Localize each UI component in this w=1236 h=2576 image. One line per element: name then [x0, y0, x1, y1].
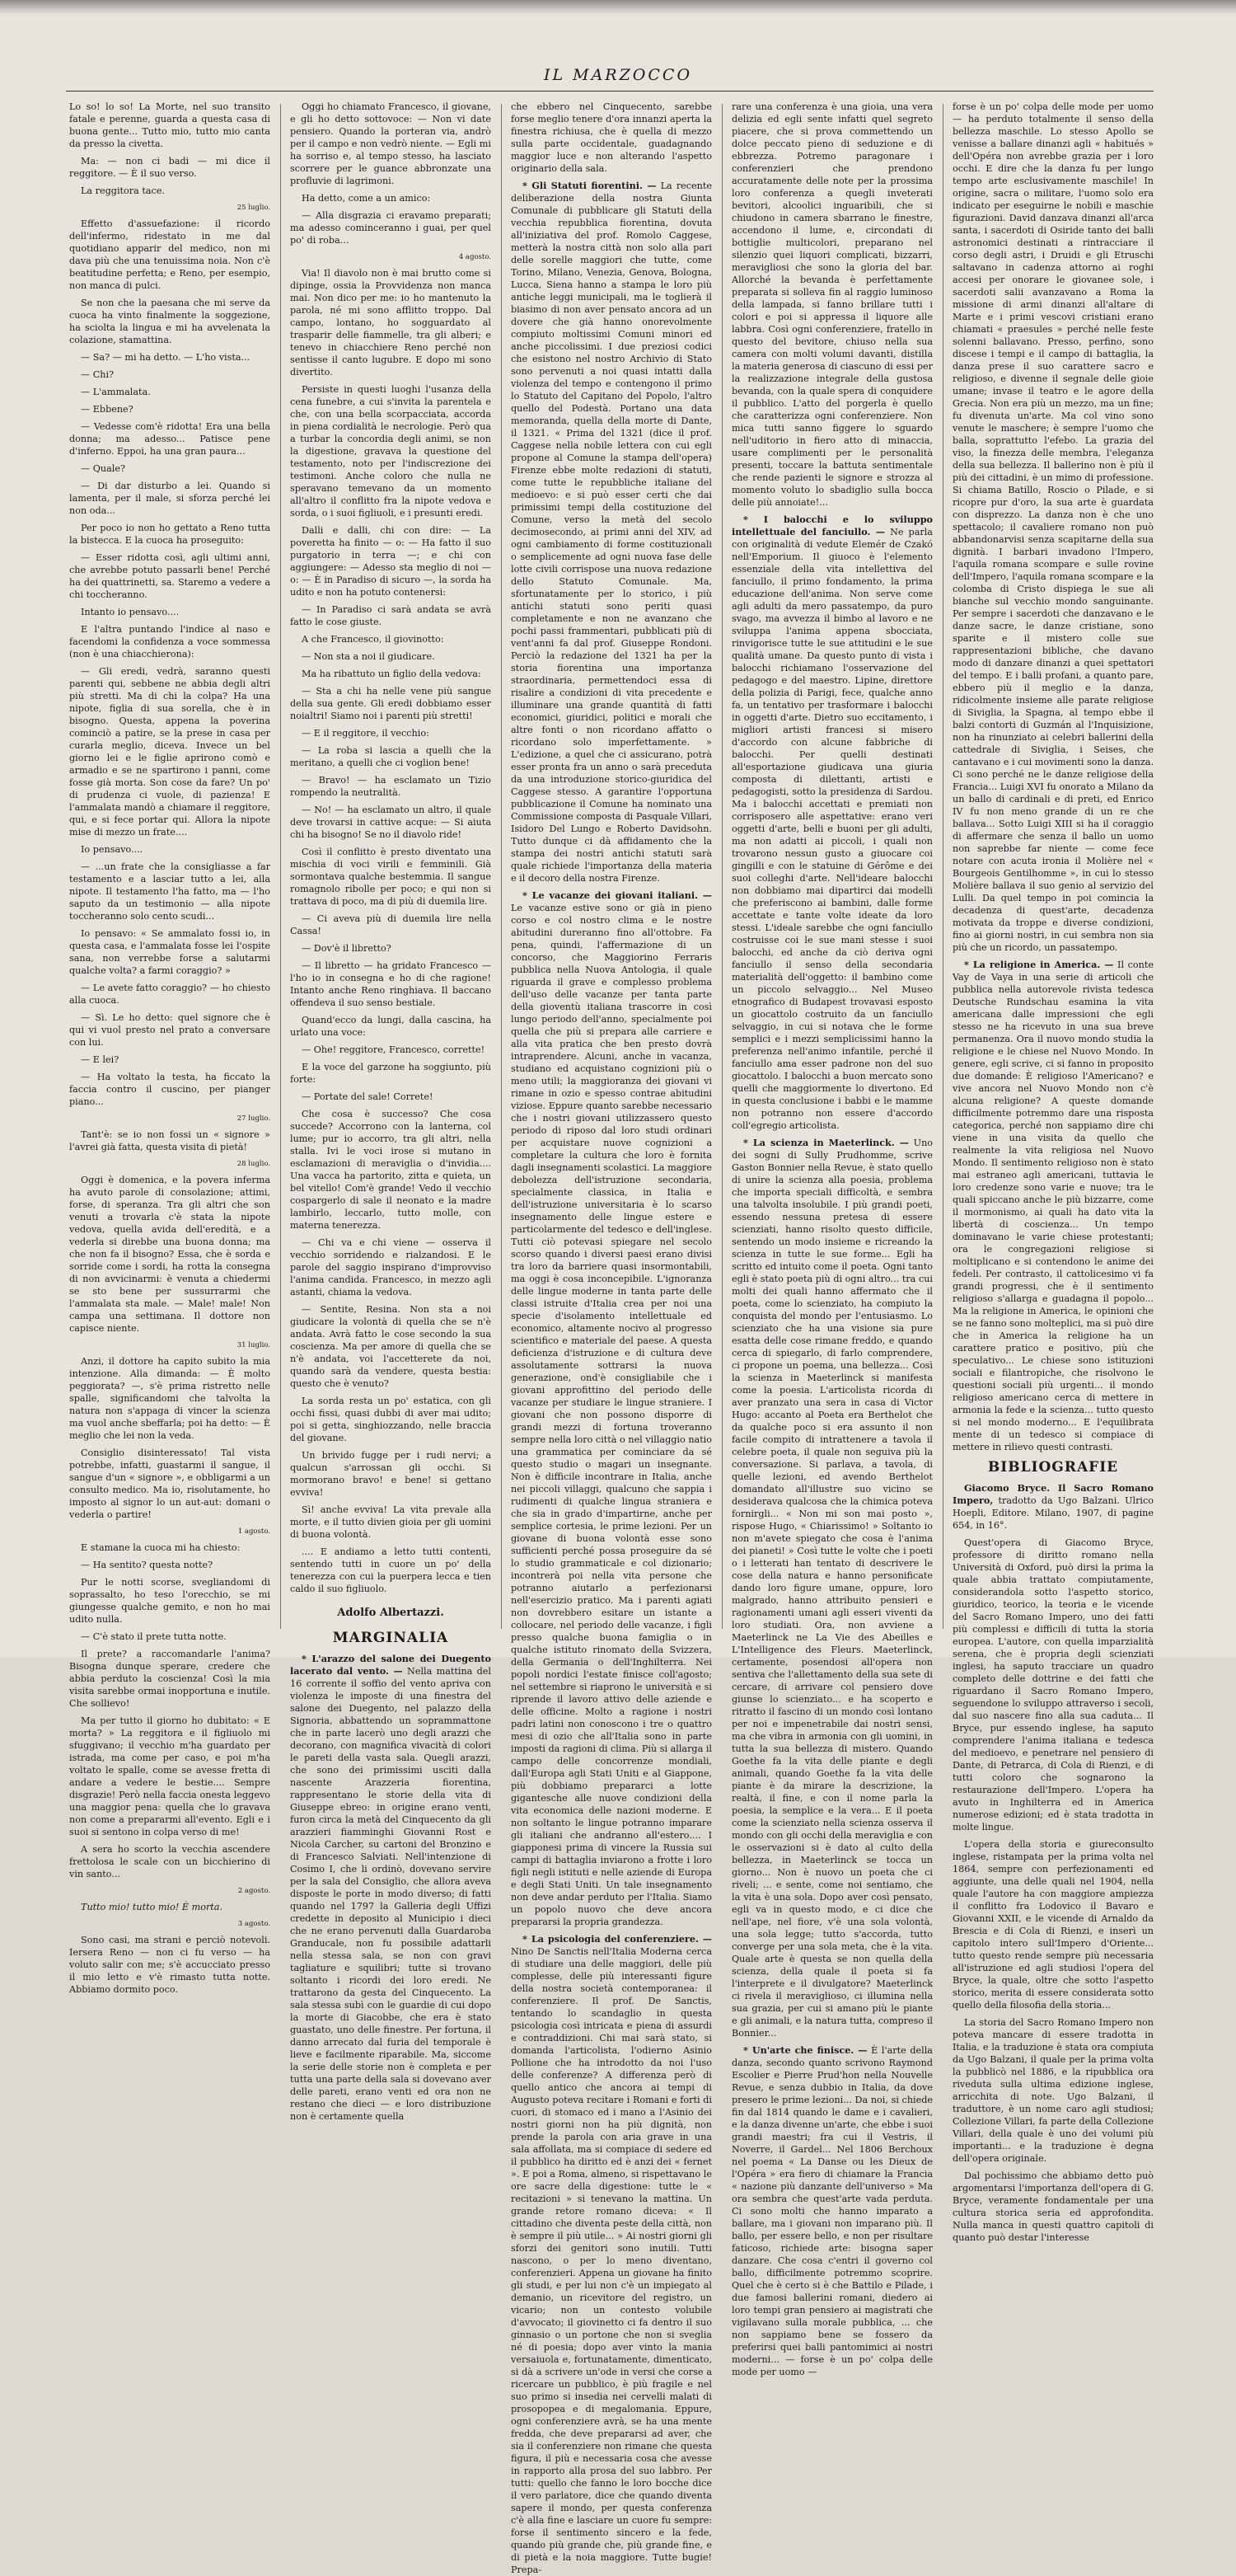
- article-heading: * La religione in America. —: [964, 959, 1114, 970]
- paragraph: Tant'è: se io non fossi un « signore » l'avrei già fatta, questa visita di pietà!: [69, 1129, 270, 1152]
- paragraph: — Di dar disturbo a lei. Quando si lamenta, per il male, si sforza perché lei non oda...: [69, 481, 270, 516]
- paragraph: che ebbero nel Cinquecento, sarebbe forse meglio tenere d'ora innanzi aperta la finestra richiusa, che è quella di mezzo sulla parte occidentale, guadagnando maggior luce e non alterando l'aspetto originario della sala.: [511, 101, 712, 174]
- paragraph: — Chi va e chi viene — osserva il vecchio sorridendo e rialzandosi. E le parole del saggio inspirano d'improvviso l'anima candida. Francesco, in mezzo agli astanti, chiama la vedova.: [290, 1237, 491, 1297]
- paragraph: — C'è stato il prete tutta notte.: [81, 1631, 227, 1642]
- review-paragraph: [953, 1482, 1154, 1532]
- paragraph: — Ebbene?: [81, 404, 133, 415]
- column-divider: [501, 104, 502, 1629]
- diary-date: 31 luglio.: [236, 1341, 270, 1349]
- article-heading: * Gli Statuti fiorentini. —: [522, 180, 657, 191]
- article-body: È l'arte della danza, secondo quanto scrivono Raymond Escolier e Pierre Prud'hon nella Nouvelle Revue, e senza dubbio in Italia, da dove presero le prime lezioni... Da noi, si chiede fin dal 1814 quando le dame e i cavalieri, e la danza divenne un'arte, che ebbe i suoi grandi maestri; fra cui il Vestris, il Noverre, il Gardel... Nel 1806 Berchoux nel poema « La Danse ou les Dieux de l'Opéra » era fiero di chiamare la Francia « nazione più danzante dell'universo » Ma ora sembra che quest'arte vada perduta. Ci sono molti che hanno imparato a ballare, ma i giovani non imparano più. Il ballo, per essere bello, e non per risultare faticoso, richiede arte: bisogna saper danzare. Che cosa c'entri il governo col ballo, difficilmente potremmo scoprire. Quel che è certo si è che Battilo e Pilade, i due famosi ballerini romani, diedero ai loro tempi gran pensiero ai magistrati che vigilavano sulla morale pubblica, ... che non sappiamo bene se fossero da preferirsi quei balli pantomimici ai nostri moderni... — forse è un po' colpa delle mode per uomo —: [732, 2045, 933, 2377]
- paragraph: .... E andiamo a letto tutti contenti, sentendo tutti in cuore un po' della tenerezza con cui la puerpera lecca e tien caldo il suo figliuolo.: [290, 1546, 491, 1594]
- column-1: [69, 101, 270, 1995]
- paragraph: — Esser ridotta così, agli ultimi anni, che avrebbe potuto passarli bene! Perché ha dei quattrinetti, sa. Staremo a vedere a chi toccheranno.: [69, 552, 270, 600]
- paragraph: E l'altra puntando l'indice al naso e facendomi la confidenza a voce sommessa (non è una chiacchierona):: [69, 624, 270, 659]
- section-title-bibliografie: BIBLIOGRAFIE: [987, 1459, 1119, 1476]
- paragraph: Quest'opera di Giacomo Bryce, professore di diritto romano nella Università di Oxford, può dirsi la prima la quale abbia trattato compiutamente, considerandola sotto l'aspetto storico, giuridico, teorico, la teoria e le vicende del Sacro Romano Impero, uno dei fatti più complessi e difficili di tutta la storia europea. L'autore, con quella imparzialità serena, che è propria degli scienziati inglesi, ha saputo tracciare un quadro completo delle dottrine e dei fatti che riguardano il Sacro Romano Impero, seguendone lo sviluppo attraverso i secoli, dal suo nascere fino alla sua caduta... Il Bryce, pur essendo inglese, ha saputo comprendere l'anima italiana e tedesca del medioevo, e penetrare nel pensiero di Dante, di Petrarca, di Cola di Rienzi, e di tutti coloro che sognarono la restaurazione dell'Impero. L'opera ha avuto in Inghilterra ed in America numerose edizioni; ed è stata tradotta in molte lingue.: [953, 1537, 1154, 1832]
- article-body: Uno dei sogni di Sully Prudhomme, scrive Gaston Bonnier nella Revue, è stato quello di unire la scienza alla poesia, problema che importa speciali difficoltà, e sembra una talvolta insolubile. I più grandi poeti, essendo nessuna pretesa di essere scienziati, hanno risolto questo difficile, sentendo un modo insieme e ricreando la scienza in tutte le sue forme... Egli ha scritto ed intuito come il poeta. Ogni tanto egli è stato poeta più di ogni altro... tra cui molti dei quali hanno affermato che il poeta, come lo scienziato, ha compiuto la conquista del mondo per l'entusiasmo. Lo scienziato che ha una visione sia pure esatta delle cose rimane freddo, e quando cerca di spiegarlo, di farlo comprendere, ci propone un poema, una bellezza... Così la scienza in Maeterlinck si manifesta come la poesia. L'articolista ricorda di aver pranzato una sera in casa di Victor Hugo: accanto al Poeta era Berthelot che da qualche poco si era assunto il non facile compito di intrattenere a tavola il celebre poeta, il quale non seguiva più la conversazione. Si parlava, a tavola, di quelle lezioni, ed avendo Berthelot domandato all'illustre suo vicino se desiderava qualcosa che la chimica poteva fornirgli... « Non mi son mai posto », rispose Hugo, « Chiarissimo! » Soltanto io non m'avete spiegato che cosa è l'anima dei pianeti! » Così tutte le volte che i poeti o i letterati han tentato di descrivere le cose della natura e hanno personificate dando loro figure umane, oppure, loro malgrado, hanno attribuito pensieri e ragionamenti umani agli esseri viventi da loro studiati. Ora, non avviene a Maeterlinck ne La Vie des Abeilles e L'Intelligence des Fleurs. Maeterlinck, certamente, posendosi all'opera non sentiva che l'allettamento della sua sete di cercare, di arrivare col pensiero dove giunse lo scienziato... e ha scoperto e ritratto il fascino di un mondo così lontano per noi e impenetrabile dai nostri sensi, ma che vibra in armonia con gli uomini, in tutta la sua bellezza di mistero. Quando Goethe fa la vita delle piante e degli animali, quando Goethe fa la vita delle piante è da mirare la descrizione, la realtà, il fine, e con il nome parla la poesia, la semplice e la vera... E il poeta come la scienziato nella scienza osserva il mondo con gli occhi della meraviglia e con le osservazioni si è dato al culto della bellezza, in Maeterlinck se tocca un giorno... Non è nuovo un poeta che ci riveli; ... e sente, come noi sentiamo, che la vita è una sola. Dopo aver così pensato, egli va in questo modo, e ci dice che nell'ape, nel fiore, v'è una sola volontà, una sola legge; tutto s'accorda, tutto converge per una sola meta, che è la vita. Quale arte è questa se non quella della scienza, della quale il poeta si fa l'interprete e il divulgatore? Maeterlinck ci rivela il meraviglioso, ci illumina nella sua grazia, per cui si amano più le piante e gli animali, e la natura tutta, compreso il Bonnier...: [732, 1138, 934, 2039]
- column-2: [290, 101, 491, 2122]
- paragraph: Ma ha ribattuto un figlio della vedova:: [302, 669, 481, 679]
- article-body: La recente deliberazione della nostra Giunta Comunale di pubblicare gli Statuti della vecchia repubblica fiorentina, dovuta all'iniziativa del prof. Romolo Caggese, metterà la nostra città non solo alla pari delle sorelle maggiori che tutte, come Torino, Milano, Venezia, Genova, Bologna, Lucca, Siena hanno a stampa le loro più antiche leggi municipali, ma le toglierà il biasimo di non aver pensato ancora ad un dovere che già hanno onorevolmente compiuto moltissimi Comuni minori ed anche piccolissimi. I due preziosi codici che esistono nel nostro Archivio di Stato sono pervenuti a noi quasi intatti dalla violenza del tempo e contengono il primo lo Statuto del Capitano del Popolo, l'altro quello del Podestà. Portano una data memoranda, quella della morte di Dante, il 1321. « Prima del 1321 (dice il prof. Caggese nella nobile lettera con cui egli propone al Comune la stampa dell'opera) Firenze ebbe molte redazioni di statuti, come tutte le repubbliche italiane del medioevo: e si può esser certi che dai primissimi tempi della costituzione del Comune, verso la metà del secolo decimosecondo, ai primi anni del XIV, ad ogni cambiamento di forme costituzionali o semplicemente ad ogni nuova fase delle lotte civili corrispose una nuova redazione dello Statuto Comunale. Ma, sfortunatamente per lo storico, i più antichi statuti sono periti quasi completamente e non ne avanzano che pochi passi frammentari, pubblicati più di vent'anni fa dal prof. Giuseppe Rondoni. Perciò la redazione del 1321 ha per la storia fiorentina una importanza straordinaria, permettendoci essa di risalire a condizioni di vita precedente e illuminare una grande quantità di fatti economici, giuridici, politici e morali che altre fonti o non ricordano affatto o ricordano solo imperfettamente. » L'edizione, a quel che ci assicurano, potrà esser pronta fra un anno o sarà preceduta da una introduzione storico-giuridica del Caggese stesso. A garantire l'opportuna pubblicazione il Comune ha nominato una Commissione composta di Pasquale Villari, Isidoro Del Lungo e Roberto Davidsohn. Tutto dunque ci dà affidamento che la stampa dei nostri antichi statuti sarà quale richiede l'importanza della materia e il decoro della nostra Firenze.: [511, 181, 713, 884]
- paragraph: Sono casi, ma strani e perciò notevoli. Iersera Reno — non ci fu verso — ha voluto salir con me; s'è accucciato presso il mio letto e v'è rimasto tutta notte. Abbiamo dormito poco.: [69, 1935, 270, 1995]
- paragraph: — La roba si lascia a quelli che la meritano, a quelli che ci voglion bene!: [290, 745, 491, 768]
- diary-date: 28 luglio.: [236, 1160, 270, 1168]
- paragraph: — Gli eredi, vedrà, saranno questi parenti qui, sebbene ne abbia degli altri più stretti. Ma di chi la colpa? Ha una nipote, figlia di sua sorella, che è in bisogno. Questa, appena la poverina cominciò a patire, se la prese in casa per curarla meglio, diceva. Invece un bel giorno lei e le figlie aprirono comò e armadio e se ne spartirono i panni, come fosse già morta. Son cose da fare? Un po' di prudenza ci vuole, di pazienza! E l'ammalata mandò a chiamare il reggitore, qui, e si fece portar qui. Allora la nipote mise di mezzo un frate....: [69, 666, 270, 838]
- article-heading: * Le vacanze dei giovani italiani. —: [522, 889, 712, 901]
- article-heading: * L'arazzo del salone dei Duegento lacerato dal vento. —: [290, 1653, 491, 1677]
- paragraph: La reggitora tace.: [81, 185, 165, 196]
- diary-date: 3 agosto.: [237, 1920, 270, 1928]
- paragraph: Effetto d'assuefazione: il ricordo dell'infermo, ridestato in me dal quotidiano apparir del medico, non mi dava più che una tenuissima noia. Non c'è beatitudine perfetta; e Reno, per esempio, non manca di pulci.: [69, 218, 270, 291]
- paragraph: — Portate del sale! Correte!: [302, 1091, 433, 1102]
- paragraph: Un brivido fugge per i rudi nervi; a qualcun s'arrossan gli occhi. Si mormorano bravo! e bene! si gettano evviva!: [290, 1450, 491, 1498]
- paragraph: La sorda resta un po' estatica, con gli occhi fissi, quasi dubbi di aver mai udito; poi si getta, singhiozzando, nelle braccia del giovane.: [290, 1396, 491, 1443]
- author-signature: Adolfo Albertazzi.: [337, 1607, 444, 1619]
- article-paragraph: [953, 959, 1154, 1453]
- article-paragraph: [511, 889, 712, 1928]
- paragraph: Dal pochissimo che abbiamo detto può argomentarsi l'importanza dell'opera di G. Bryce, veramente fondamentale per una cultura storica seria ed approfondita. Nulla manca in questi quattro capitoli di quanto può destar l'interesse: [953, 2170, 1154, 2243]
- paragraph: — Ha sentito? questa notte?: [81, 1560, 213, 1570]
- paragraph: Consiglio disinteressato! Tal vista potrebbe, infatti, guastarmi il sangue, il sangue d'un « signore », e obbligarmi a un consulto medico. Ma io, risolutamente, ho imposto al signor lo un aut-aut: domani o vederla o partire!: [69, 1448, 270, 1520]
- article-paragraph: [732, 1137, 933, 2039]
- article-heading: * La scienza in Maeterlinck. —: [743, 1137, 909, 1148]
- paragraph: — E lei?: [81, 1054, 119, 1065]
- paragraph: — Chi?: [81, 369, 115, 380]
- paragraph: — Dov'è il libretto?: [302, 943, 391, 954]
- paragraph: Che cosa è successo? Che cosa succede? Accorrono con la lanterna, col lume; pur io accorro, tra gli altri, nella stalla. Ivi le voci irose si mutano in esclamazioni di meraviglia o d'invidia.... Una vacca ha partorito, zitta e quieta, un bel vitello! Com'è grande! Vedo il vecchio cospargerlo di sale il neonato e la madre lambirlo, leccarlo, tutto molle, con materna tenerezza.: [290, 1109, 491, 1231]
- paragraph: Oggi è domenica, e la povera inferma ha avuto parole di consolazione; attimi, forse, di speranza. Tra gli altri che son venuti a trovarla c'è stata la nipote vedova, quella avida dell'eredità, e a vederla si direbbe una buona donna; ma che non fa il bisogno? Essa, che è sorda e sorride come i sordi, ha rotta la consegna di non avvicinarmi: è venuta a chiedermi se sto bene per sussurrarmi che l'ammalata sta male. — Male! male! Non campa una settimana. Il dottore non capisce niente.: [69, 1175, 270, 1334]
- paragraph: Così il conflitto è presto diventato una mischia di voci virili e femminili. Già sormontava qualche bestemmia. Il sangue romagnolo ribolle per poco; e qui non si trattava di poco, ma di più di duemila lire.: [290, 847, 491, 907]
- article-heading: * Un'arte che finisce. —: [743, 2044, 868, 2056]
- paragraph: Ma per tutto il giorno ho dubitato: « E morta? » La reggitora e il figliuolo mi sfuggivano; il vecchio m'ha guardato per istrada, ma come per caso, e poi m'ha voltato le spalle, come se avesse fretta di andare a vedere le bestie.... Sempre disgrazie! Però nella faccia onesta leggevo una maggior pena: quella che lo gravava non come a prepararmi all'evento. Egli e i suoi si sentono in colpa verso di me!: [69, 1715, 270, 1837]
- article-paragraph: [511, 1933, 712, 2576]
- paragraph: Oggi ho chiamato Francesco, il giovane, e gli ho detto sottovoce: — Non vi date pensiero. Quando la porteran via, andrò per il campo e non vedrò niente. — Egli mi ha sorriso e, al tempo stesso, ha lasciato scorrere per le guance abbronzate una profluvie di lagrimoni.: [290, 101, 491, 186]
- paragraph: Io pensavo....: [81, 844, 143, 855]
- column-3: [511, 101, 713, 2575]
- paragraph: Lo so! lo so! La Morte, nel suo transito fatale e perenne, guarda a questa casa di buona gente... Tutto mio, tutto mio canta da presso la civetta.: [69, 101, 270, 149]
- paragraph: La storia del Sacro Romano Impero non poteva mancare di essere tradotta in Italia, e la traduzione è stata ora compiuta da Ugo Balzani, il quale per la prima volta la pubblicò nel 1886, e la ripubblica ora riveduta sulla ultima edizione inglese, arricchita di note. Ugo Balzani, il traduttore, è un nome caro agli studiosi; Collezione Villari, fa parte della Collezione Villari, della quale è uno dei volumi più importanti... e la traduzione è degna dell'opera originale.: [953, 2017, 1154, 2164]
- paragraph: A sera ho scorto la vecchia ascendere frettolosa le scale con un bicchierino di vin santo...: [69, 1844, 270, 1879]
- article-paragraph: [511, 180, 712, 884]
- paragraph: — L'ammalata.: [81, 387, 151, 397]
- paragraph: — Il libretto — ha gridato Francesco — l'ho io in consegna e ho di che ragione! Intanto anche Reno ringhiava. Il baccano offendeva il suo senso bestiale.: [290, 960, 491, 1008]
- paragraph: — Ci aveva più di duemila lire nella Cassa!: [290, 913, 491, 936]
- paragraph: E stamane la cuoca mi ha chiesto:: [81, 1542, 241, 1553]
- section-title-marginalia: MARGINALIA: [332, 1630, 449, 1646]
- paragraph: forse è un po' colpa delle mode per uomo — ha perduto totalmente il senso della bellezza maschile. Lo stesso Apollo se venisse a ballare dinanzi agli « habitués » dell'Opéra non avrebbe grazia per i loro occhi. E dire che la danza fu per lungo tempo arte esclusivamente maschile! In origine, sacra o militare, l'uomo solo era indicato per eseguirne le nobili e maschie figurazioni. David danzava dinanzi all'arca santa, i sacerdoti di Osiride tanto dei balli astronomici destinati a rintracciare il corso degli astri, i Druidi e gli Etruschi saltavano in cadenza attorno ai roghi accesi per onorare le giovanee sole, i sacerdoti salii avanzavano a Roma la missione di armi dinanzi all'altare di Marte e i primi vescovi cristiani erano chiamati « praesules » perché nelle feste solenni ballavano. Presso, perfino, sono discese i tempi e il campo di battaglia, la danza prese il suo carattere sacro e religioso, e divenne il segnale delle gioie umane; invase il teatro e le agore della Grecia. Non era più un mezzo, ma un fine; fu divenuta un'arte. Ma col vino sono venute le maschere; è sempre l'uomo che balla, soprattutto l'efebo. La grazia del viso, la finezza delle membra, l'eleganza della sua bellezza. Il ballerino non è più il più dei cittadini, è un mimo di professione. Si chiama Batillo, Roscio o Pilade, e si ricopre pur d'oro, la sua arte è guardata con disprezzo. La danza non è che uno spettacolo; il cavaliere romano non può abbandonarvisi senza scapitarne della sua dignità. I barbari invadono l'Impero, l'aquila romana scompare e sulle rovine dell'Impero, l'aquila romana scompare e la colomba di Cristo dispiega le sue ali bianche sul vecchio mondo sanguinante. Per sempre i sacerdoti che danzavano e le danze sacre, le danze cristiane, sono sparite e il mistero colle sue rappresentazioni bibliche, che davano modo di danzare dinanzi a quei spettatori del tempo. E i balli profani, a quanto pare, ebbero più il meglio e la danza, ridicolmente insieme alle parate religiose di Siviglia, la Spagna, al tempo ebbe il balzi contorti di Guzmán al l'Inquisizione, non ha rinunziato ai celebri ballerini della cattedrale di Siviglia, i Seises, che cantavano e i cui movimenti sono la danza. Ci sono perché ne le danze religiose della Francia... Luigi XVI fu onorato a Milano da un ballo di cardinali e di preti, ed Enrico IV fu non meno grande di un re che ballava... Sotto Luigi XIII si ha il coraggio di affermare che senza il ballo un uomo non saprebbe far niente — come fece notare con acuta ironia il Molière nel « Bourgeois Gentilhomme », in cui lo stesso Molière ballava il suo genio al servizio del Lulli. Da quel tempo in poi comincia la decadenza di quest'arte, decadenza motivata da troppe e diverse condizioni, fino ai giorni nostri, in cui sembra non sia più che un ricordo, un passatempo.: [953, 101, 1154, 953]
- paragraph: — Sentite, Resina. Non sta a noi giudicare la volontà di quella che se n'è andata. Avrà fatto le cose secondo la sua coscienza. Ma per amore di quella che se n'è andata, voi l'accetterete da noi, quando sarà da vendere, questa bestia: questo che è venuto?: [290, 1304, 491, 1389]
- masthead: IL MARZOCCO: [543, 66, 693, 84]
- paragraph: Se non che la paesana che mi serve da cuoca ha vinto finalmente la soggezione, ha sciolta la lingua e mi ha avvelenata la colazione, stamattina.: [69, 298, 270, 345]
- article-paragraph: [732, 514, 933, 1132]
- paragraph: A che Francesco, il giovinotto:: [302, 634, 444, 645]
- paragraph: — Sa? — mi ha detto. — L'ho vista...: [81, 352, 250, 363]
- column-5: [953, 101, 1154, 2243]
- paragraph: Io pensavo: « Se ammalato fossi io, in questa casa, e l'ammalata fosse lei l'ospite sana, non verrebbe forse a salutarmi qualche volta? a farmi coraggio? »: [69, 928, 270, 976]
- diary-date: 1 agosto.: [237, 1527, 270, 1536]
- paragraph: Pur le notti scorse, svegliandomi di soprassalto, ho teso l'orecchio, se mi giungesse qualche gemito, e non ho mai udito nulla.: [69, 1577, 270, 1625]
- article-body: Le vacanze estive sono or già in pieno corso e col nostro clima e le nostre abitudini dureranno fino all'ottobre. Fa pena, quindi, l'affermazione di un concorso, che Maggiorino Ferraris pubblica nella Nuova Antologia, il quale riguarda il grave e complesso problema dell'uso delle vacanze per tanta parte della gioventù italiana trascorre in così lungo periodo dell'anno, specialmente poi quella che più si prepara alle carriere e alla vita pratica che ben presto dovrà intraprendere. Alcuni, anche in vacanza, studiano ed acquistano cognizioni più o meno utili; la maggioranza dei giovani vi rimane in ozio e spesso contrae abitudini viziose. Eppure quanto sarebbe necessario che i nostri giovani utilizzassero questo periodo di riposo dal loro studi ordinari per acquistare nuove cognizioni a completare la cultura che loro è fornita dagli insegnamenti scolastici. La maggiore debolezza dell'istruzione secondaria, specialmente classica, in Italia e dell'istruzione universitaria è lo scarso insegnamento delle lingue estere e particolarmente del tedesco e dell'inglese. Tutti ciò potevasi spiegare nel secolo scorso quando i diversi paesi erano divisi tra loro da barriere quasi insormontabili, ma oggi è cosa inconcepibile. L'ignoranza delle lingue moderne in tanta parte delle classi istruite d'Italia crea per noi una specie d'isolamento intellettuale ed economico, altamente nocivo al progresso scientifico e materiale del paese. A questa deficienza d'istruzione e di cultura deve assolutamente sottrarsi la nuova generazione, ond'è consigliabile che i giovani approfittino del periodo delle vacanze per studiare le lingue straniere. I giovani che non possono disporre di grandi mezzi di fortuna troveranno sempre nella loro città o nel villaggio natio una grammatica per cominciare da sé questo studio o magari un insegnante. Non è difficile incontrare in Italia, anche nei piccoli villaggi, qualcuno che sappia i rudimenti di qualche lingua straniera e che sia in grado d'impartirne, anche per semplice cortesia, le prime lezioni. Per un giovane di buona volontà esse sono sufficienti perché possa proseguire da sé lo studio grammaticale e col dizionario; incontrerà poi nella vita persone che potranno aiutarlo a perfezionarsi nell'esercizio pratico. Ma i parenti agiati non dovrebbero esitare un istante a collocare, nel periodo delle vacanze, i figli presso qualche buona famiglia o in qualche istituto rinomato della Svizzera, della Germania o dell'Inghilterra. Nei popoli nordici l'estate finisce coll'agosto; nel settembre si riaprono le università e si riprende il lavoro attivo delle aziende e delle officine. Molto a ragione i nostri padri latini non conoscono i tre o quattro mesi di ozio che all'Italia sono in parte imposti da ragioni di clima. Più si allarga il campo delle concorrenze mondiali, dall'Europa agli Stati Uniti e al Giappone, più dobbiamo prepararci a lotte gigantesche alle nuove condizioni della vita economica delle nazioni moderne. E non soltanto le lingue potranno imparare gli italiani che andranno all'estero.... I giapponesi prima di vincere la Russia sui campi di battaglia inviarono a frotte i loro figli negli istituti e nelle aziende di Europa e degli Stati Uniti. Un tale insegnamento non deve andar perduto per l'Italia. Siamo un popolo nuovo che deve ancora prepararsi la propria grandezza.: [511, 903, 712, 1927]
- article-body: Il conte Vay de Vaya in una serie di articoli che pubblica nella autorevole rivista tedesca Deutsche Rundschau esamina la vita americana dalle impressioni che egli stesso ne ha ricevuto in una sua breve permanenza. Ora il nuovo mondo studia la religione e le chiese nel Nuovo Mondo. In genere, egli scrive, ci si fanno in proposito due domande: È religioso l'Americano? e vive ancora nel Nuovo Mondo non c'è alcuna religione? A queste domande difficilmente potremmo dare una risposta categorica, perché non sappiamo dire chi viene in una visita da quello che realmente la vita religiosa nel Nuovo Mondo. Il sentimento religioso non è stato mai estraneo agli americani, tuttavia le loro credenze sono varie e nuove; tra le quali spiccano anche le più bizzarre, come il mormonismo, ai quali ha dato vita la libertà di coscienza... Un tempo dominavano le varie chiese protestanti; ora le congregazioni religiose si moltiplicano e si contendono le anime dei fedeli. Per contrasto, il cattolicesimo vi fa grandi progressi, che è il sentimento religioso s'allarga e guadagna il popolo... Ma la religione in America, le opinioni che se ne fanno sono molteplici, ma si può dire che in America la religione ha un carattere pratico e positivo, più che speculativo... Le chiese sono istituzioni sociali e filantropiche, che risolvono le questioni sociali più urgenti... il mondo religioso americano cerca di mettere in armonia la fede e la scienza... tutto questo si nel mondo moderno... E l'equilibrata mente di un tedesco si compiace di mettere in rilievo questi contrasti.: [953, 960, 1154, 1452]
- diary-date: 25 luglio.: [236, 204, 270, 212]
- paragraph: — Le avete fatto coraggio? — ho chiesto alla cuoca.: [69, 983, 270, 1006]
- paragraph: — Sì. Le ho detto: quel signore che è qui vi vuol presto nel prato a conversare con lui.: [69, 1012, 270, 1048]
- article-paragraph: [290, 1653, 491, 2123]
- paragraph: Anzi, il dottore ha capito subito la mia intenzione. Alla dimanda: — È molto peggiorata? —, s'è prima ristretto nelle spalle, significandomi che talvolta la natura non s'appaga di vincer la scienza ma vuol anche sbeffarla; poi ha detto: — È meglio che lei non la veda.: [69, 1356, 270, 1441]
- diary-date: 27 luglio.: [236, 1114, 270, 1123]
- paragraph: Quand'ecco da lungi, dalla cascina, ha urlato una voce:: [290, 1015, 491, 1038]
- paragraph: — In Paradiso ci sarà andata se avrà fatto le cose giuste.: [290, 604, 491, 627]
- paragraph: — Bravo! — ha esclamato un Tizio rompendo la neutralità.: [290, 775, 491, 798]
- paragraph: Via! Il diavolo non è mai brutto come si dipinge, ossia la Provvidenza non manca mai. Non dico per me: io ho mantenuto la parola, né mi sono afflitto troppo. Dal campo, lontano, ho sogguardato al trasparir delle fiammelle, tra gli alberi; e tenevo in chiacchiere Reno perché non sentisse il canto lugubre. E dopo mi sono divertito.: [290, 268, 491, 378]
- paragraph: Ma: — non ci badi — mi dice il reggitore. — È il suo verso.: [69, 156, 270, 179]
- column-divider: [280, 104, 281, 1629]
- paragraph: — Sta a chi ha nelle vene più sangue della sua gente. Gli eredi dobbiamo esser noialtri! Siamo noi i parenti più stretti!: [290, 686, 491, 721]
- column-divider: [722, 104, 723, 1629]
- paragraph: — ...un frate che la consigliasse a far testamento e a lasciar tutto a lei, alla nipote. Il testamento l'ha fatto, ma — l'ho saputo da un testimonio — alla nipote toccheranno solo cento scudi...: [69, 861, 270, 922]
- paragraph: — Vedesse com'è ridotta! Era una bella donna; ma adesso... Patisce pene d'inferno. Eppoi, ha una gran paura...: [69, 421, 270, 457]
- paragraph: — Ohe! reggitore, Francesco, corrette!: [302, 1044, 485, 1055]
- paragraph: Tutto mio! tutto mio! È morta.: [81, 1902, 223, 1912]
- paragraph: L'opera della storia e giureconsulto inglese, ristampata per la prima volta nel 1864, sempre con perfezionamenti ed aggiunte, una delle quali nel 1904, nella quale l'autore ha con maggiore ampiezza il conflitto fra Lodovico il Bavaro e Giovanni XXII, e le vicende di Arnaldo da Brescia e di Cola di Rienzi, e inserì un capitolo intero sull'Impero d'Oriente... tutto questo rende sempre più necessaria all'istruzione ed agli studiosi l'opera del Bryce, la quale, oltre che sotto l'aspetto storico, merita di essere considerata sotto quello della filosofia della storia...: [953, 1839, 1154, 2011]
- article-body: Ne parla con originalità di vedute Elemér de Czakó nell'Emporium. Il giuoco è l'elemento essenziale della vita intellettiva del fanciullo, il primo fondamento, la prima educazione dell'anima. Non serve come agli adulti da mero passatempo, da puro svago, ma avvezza il bimbo al lavoro e ne sviluppa l'anima appena sbocciata, rinvigorisce tutte le sue attitudini e le sue qualità umane. Da questo punto di vista i balocchi richiamano l'osservazione del pedagogo e del maestro. Lipine, direttore della polizia di Parigi, fece, qualche anno fa, un tentativo per trasformare i balocchi in oggetti d'arte. Dietro suo eccitamento, i migliori artisti francesi si misero d'accordo con alcune fabbriche di balocchi. Per quelli destinati all'esportazione giudicava una giuria composta di dilettanti, artisti e pedagogisti, sotto la presidenza di Sardou. Ma i balocchi accettati e premiati non corrisposero alle aspettative: erano veri oggetti d'arte, belli e buoni per gli adulti, ma non adatti ai piccoli, i quali non trovarono nessun gusto a giuocare coi gingilli e con le statuine di Gérôme e dei suoi colleghi d'arte. Nell'ideare balocchi non dobbiamo mai dipartirci dai modelli che preferiscono ai bambini, dalle forme accettate e tante volte ideate da loro stessi. L'ideale sarebbe che ogni fanciullo costruisse coi le sue mani stesse i suoi balocchi, ed anche da ciò deriva ogni fanciullo il senso della secondaria materialità dell'oggetto: il bambino come un piccolo selvaggio... Nel Museo etnografico di Budapest trovavasi esposto un giocattolo costruito da un fanciullo selvaggio, in cui si notava che le forme semplici e i mezzi semplicissimi hanno la preferenza nell'animo infantile, perché il fanciullo ama esser padrone non del suo giocattolo. I balocchi a buon mercato sono quelli che maggiormente lo divertono. Ed in questa conclusione i babbi e le mamme non potranno non essere d'accordo coll'egregio articolista.: [732, 527, 933, 1131]
- paragraph: — E il reggitore, il vecchio:: [302, 728, 429, 739]
- page-binding-edge: [0, 0, 1236, 15]
- article-body: Nino De Sanctis nell'Italia Moderna cerca di studiare una delle maggiori, delle più complesse, delle più interessanti figure della nostra società contemporanea: il conferenziere. Il prof. De Sanctis, tentando lo scandaglio in questa psicologia così intricata e piena di assurdi e contraddizioni. Chi mai sarà stato, si domanda l'articolista, l'odierno Asinio Pollione che ha introdotto da noi l'uso delle conferenze? A differenza però di quello antico che ancora ai tempi di Augusto poteva recitare i Romani e forti di cuori, di stomaco ed i mano a l'Asinio dei nostri giorni non ha più dignità, non prende la parola con aria grave in una sala affollata, ma si compiace di sedere ed il pubblico ha diritto ed è anzi dei « fernet ». E poi a Roma, almeno, si rispettavano le ore sacre della digestione: tutte le « recitazioni » si tenevano la mattina. Un grande retore romano diceva: « Il cittadino che diventa peste della città, non è sempre il più utile... » Ai nostri giorni gli sforzi dei genitori sono inutili. Tutti nascono, o per lo meno diventano, conferenzieri. Appena un giovane ha finito gli studi, e per lui non c'è un impiegato al demanio, un ricevitore del registro, un vicario; non un contesto volubile d'avvocato; il giovinetto ci fa dentro il suo ginnasio o un portone che non si sveglia né di poesia; dopo aver vinto la mania versaiuola e, fortunatamente, dimenticato, si dà a scrivere un'ode in versi che corse a ricercare un pubblico, è più fragile e nel suo primo si insedia nei cervelli malati di prosopopea e di megalomania. Eppure, ogni conferenziere avrà, se ha una mente fredda, che deve prepararsi ad aver, che sia il conferenziere non rimane che questa figura, il più e necessaria cosa che avesse in rapporto alla prosa del suo labbro. Per tutti: quello che fanno le loro bocche dice il vero parlatore, dice che quando diventa sapere il mondo, per questa conferenza c'è alla fine e lasciare un cuore fu sempre: forse il sentimento sincero e la fede, quando più grande che, più grande fine, e di pietà e la noia maggiore. Tutte bugie! Prepa-: [511, 1946, 712, 2575]
- diary-date: 4 agosto.: [458, 253, 491, 261]
- column-4: [732, 101, 934, 2377]
- review-body: tradotto da Ugo Balzani. Ulrico Hoepli, Editore. Milano, 1907, di pagine 654, in 16°.: [953, 1495, 1154, 1531]
- paragraph: — Quale?: [81, 463, 125, 474]
- paragraph: Intanto io pensavo....: [81, 607, 180, 617]
- columns-area: [69, 101, 1155, 2575]
- paragraph: — Ha voltato la testa, ha ficcato la faccia contro il cuscino, per pianger piano...: [69, 1072, 270, 1107]
- diary-date: 2 agosto.: [237, 1887, 270, 1895]
- article-heading: * I balocchi e lo sviluppo intellettuale del fanciullo. —: [732, 514, 933, 537]
- paragraph: Sì! anche evviva! La vita prevale alla morte, e il tutto divien gioia per gli uomini di buona volontà.: [290, 1504, 491, 1540]
- article-paragraph: [732, 2044, 933, 2378]
- paragraph: — Non sta a noi il giudicare.: [302, 651, 435, 662]
- article-body: Nella mattina del 16 corrente il soffio del vento aprivа con violenza le imposte di una finestra del salone dei Duegento, nel palazzo della Signoria, abbattendo un soprammattone che in parte lacerò uno degli arazzi che decorano, con magnifica vivacità di colori le pareti della vasta sala. Quegli arazzi, che sono dei primissimi usciti dalla nascente Arazzeria fiorentina, rappresentano le storie della vita di Giuseppe ebreo: in origine erano venti, furon circa la metà del Cinquecento da gli arazzieri fiamminghi Giovanni Rost e Nicola Carcher, su cartoni del Bronzino e di Francesco Salviati. Nell'intenzione di Cosimo I, che li ordinò, dovevano servire per la sala del Consiglio, che allora aveva disposte le porte in modo diverso; di fatti quando nel 1797 la Galleria degli Uffizi credette in deposito al Municipio i dieci che ne erano pervenuti dalla Guardaroba Granducale, non fu possibile adattarli nella stessa sala, se non con gravi tagliature e squilibri; tutte si trovano soltanto i ricordi dei loro eredi. Ne trattarono da gesta del Cinquecento. La sala stessa subì con le guardie di cui dopo la morte di Giacobbe, che era è stato guastato, uno delle finestre. Per fortuna, il danno arrecato dal furia del temporale è lieve e facilmente riparabile. Ma, siccome la serie delle storie non è completa e per tutta una parte della sala si dovevano aver delle pareti, erano venti ed ora non ne restano che dieci — e loro distribuzione non è certamente quella: [290, 1666, 491, 2122]
- paragraph: Persiste in questi luoghi l'usanza della cena funebre, a cui s'invita la parentela e che, con una bella scorpacciata, accorda in piena cordialità le necrologie. Però qua a turbar la concordia degli animi, se non la digestione, gravava la questione del testamento, noto per l'indiscrezione dei testimoni. Anche coloro che nulla ne speravano temevano da un momento all'altro il conflitto fra la nipote vedova e sorda, o i suoi figliuoli, e i presunti eredi.: [290, 384, 491, 518]
- paragraph: rare una conferenza è una gioia, una vera delizia ed egli sente infatti quel segreto piacere, che si prova commettendo un dolce peccato pieno di seduzione e di ebbrezza. Potremo paragonare i conferenzieri che prendono accuratamente delle note per la prossima loro conferenza a quegli inveterati bevitori, alcoolici inguaribili, che si chiudono in camera sbarrano le finestre, accendono il lume, e, circondati di bottiglie multicolori, preparano nel silenzio quei liquori complicati, bizzarri, meravigliosi che sono la gloria del bar. Allorché la bevanda è perfettamente preparata si solleva fin al raggio luminoso della lampada, si fanno brillare tutti i colori e poi si appressa il liquore alle labbra. Così ogni conferenziere, fratello in questo del bevitore, chiuso nella sua camera con molti volumi davanti, distilla la materia generosa di ciascuno di essi per la realizzazione integrale della gustosa bevanda, con la quale spera di conquidere il pubblico. L'atto del porgerla è quello che caratterizza ogni conferenziere. Non mica tutti sanno figgere lo sguardo nell'uditorio in fiero atto di minaccia, usare complimenti per le personalità presenti, toccare la battuta sentimentale che rende pazienti le signore e strozza al momento voluto lo sbadiglio sulla bocca delle più annoiate!...: [732, 101, 933, 508]
- paragraph: Ha detto, come a un amico:: [302, 193, 431, 204]
- paragraph: — Alla disgrazia ci eravamo preparati; ma adesso cominceranno i guai, per quel po' di roba...: [290, 210, 491, 246]
- paragraph: — No! — ha esclamato un altro, il quale deve trovarsi in cattive acque: — Si aiuta chi ha bisogno! Se no il diavolo ride!: [290, 805, 491, 840]
- review-heading: Giacomo Bryce. Il Sacro Romano Impero,: [953, 1482, 1154, 1506]
- paragraph: Il prete? a raccomandarle l'anima? Bisogna dunque sperare, credere che abbia perduto la coscienza! Così la mia visita sarebbe ormai inopportuna e inutile. Che sollievo!: [69, 1649, 270, 1709]
- paragraph: E la voce del garzone ha soggiunto, più forte:: [290, 1062, 491, 1085]
- paragraph: Per poco io non ho gettato a Reno tutta la bistecca. E la cuoca ha proseguito:: [69, 523, 270, 546]
- article-heading: * La psicologia del conferenziere. —: [522, 1933, 712, 1945]
- paragraph: Dalli e dalli, chi con dire: — La poveretta ha finito — o: — Ha fatto il suo purgatorio in terra —; e chi con aggiungere: — Adesso sta meglio di noi — o: — È in Paradiso di sicuro —, la sorda ha udito e non ha potuto contenersi:: [290, 525, 491, 598]
